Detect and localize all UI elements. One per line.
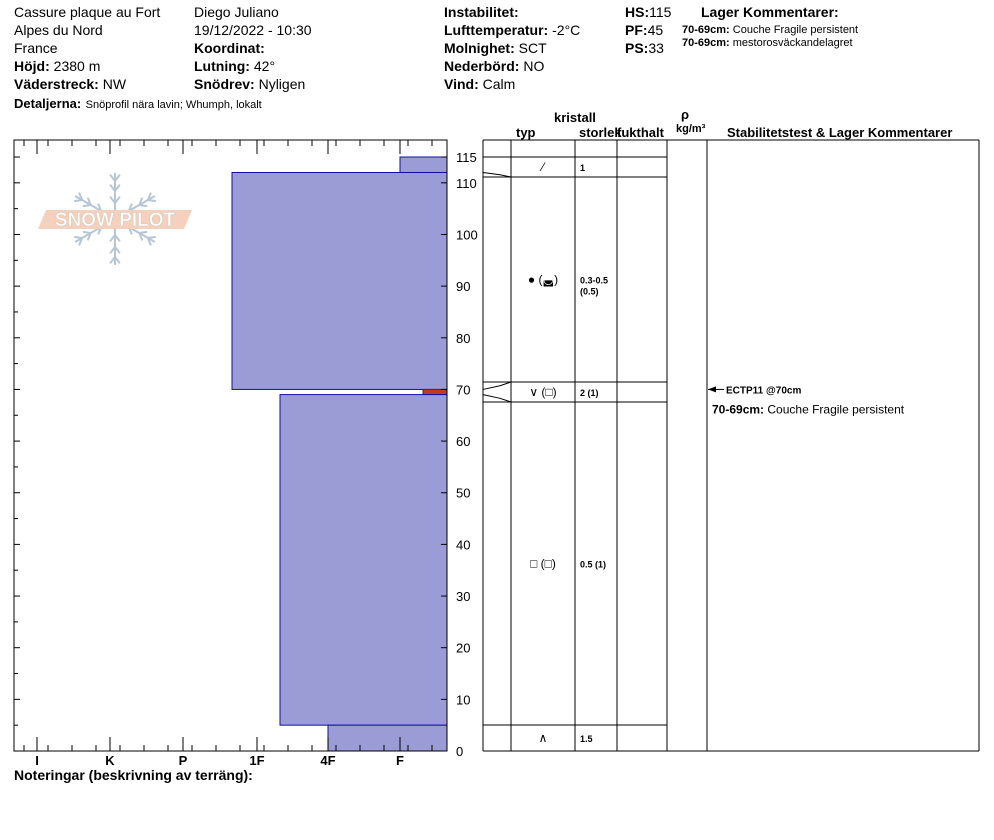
type-header: typ — [516, 125, 536, 140]
observer-name: Diego Juliano — [194, 4, 279, 20]
crystal-type: ● (◛) — [527, 272, 559, 287]
size-header: storlek — [579, 125, 622, 140]
aspect-label: Väderstreck: — [14, 76, 99, 92]
crystal-type: ∨ (□) — [529, 385, 557, 399]
details-value: Snöprofil nära lavin; Whumph, lokalt — [85, 99, 262, 111]
hardness-layer-bar — [232, 172, 447, 389]
snowdrift-value: Nyligen — [258, 76, 306, 92]
pf-label: PF: — [625, 22, 648, 38]
snowflake-branch — [83, 232, 91, 233]
stability-test-label: ECTP11 @70cm — [726, 385, 802, 397]
elevation-label: Höjd: — [14, 58, 50, 74]
slope-label: Lutning: — [194, 58, 250, 74]
crystal-type: ∧ — [538, 731, 548, 745]
coordinates-label: Koordinat: — [194, 40, 265, 56]
crystal-size: 1.5 — [580, 734, 593, 744]
crystal-type: ⁄ — [541, 160, 545, 174]
crystal-size: 0.5 (1) — [580, 559, 607, 570]
pf-value: 45 — [647, 22, 664, 38]
airtemp-label: Lufttemperatur: — [444, 22, 549, 38]
snowflake-branch — [139, 205, 147, 206]
notes-label: Noteringar (beskrivning av terräng): — [14, 767, 253, 783]
depth-tick-label: 0 — [456, 744, 464, 759]
observation-datetime: 19/12/2022 - 10:30 — [194, 22, 312, 38]
layer-comments-title: Lager Kommentarer: — [701, 4, 839, 20]
crystal-table — [483, 140, 979, 751]
snowflake-branch — [74, 237, 82, 238]
depth-tick-label: 70 — [456, 382, 471, 398]
ps-label: PS: — [625, 40, 649, 56]
snowflake-branch — [83, 205, 91, 206]
depth-tick-label: 20 — [456, 640, 471, 656]
mountain-range: Alpes du Nord — [14, 22, 103, 38]
snowdrift-label: Snödrev: — [194, 76, 255, 92]
hardness-layers — [232, 157, 447, 751]
crystal-type: □ (□) — [530, 556, 556, 571]
logo-text: SNOW PILOT — [54, 210, 176, 231]
hardness-layer-bar — [400, 157, 447, 172]
snowpilot-logo — [38, 173, 192, 265]
hs-value: 115 — [649, 4, 672, 20]
snowflake-branch — [148, 200, 156, 201]
depth-tick-label: 110 — [456, 175, 477, 191]
rho-header: ρ — [681, 107, 690, 122]
snowflake-branch — [74, 200, 82, 201]
wind-label: Vind: — [444, 76, 479, 92]
airtemp-value: -2°C — [552, 22, 581, 38]
details-label: Detaljerna: — [14, 96, 82, 111]
stability-comment — [712, 402, 905, 416]
wind-value: Calm — [482, 76, 516, 92]
depth-tick-label: 90 — [456, 279, 471, 295]
location-name: Cassure plaque au Fort — [14, 4, 161, 20]
layer-comment-text: Couche Fragile persistent — [732, 24, 859, 36]
depth-tick-label: 30 — [456, 589, 471, 605]
layer-connector — [483, 382, 511, 389]
hardness-tick-label: I — [35, 753, 39, 768]
layer-connector — [483, 172, 511, 177]
crystal-size: 0.3-0.5 — [580, 275, 609, 286]
depth-tick-label: 50 — [456, 485, 471, 501]
depth-tick-label: 100 — [456, 227, 478, 243]
layer-comment-range: 70-69cm: — [682, 24, 730, 36]
ps-value: 33 — [648, 40, 664, 56]
hardness-tick-label: K — [105, 753, 115, 768]
layer-connector — [483, 395, 511, 402]
crystal-size: (0.5) — [580, 286, 599, 297]
cloud-label: Molnighet: — [444, 40, 515, 56]
elevation-value: 2380 m — [53, 58, 101, 74]
snowflake-branch — [139, 232, 147, 233]
crystal-header: kristall — [554, 110, 596, 125]
slope-value: 42° — [253, 58, 276, 74]
depth-tick-label: 10 — [456, 692, 471, 708]
hardness-tick-label: 1F — [249, 753, 265, 768]
stability-comment-text: Couche Fragile persistent — [767, 402, 905, 417]
density-unit-header: kg/m³ — [676, 123, 706, 135]
layer-comment-range: 70-69cm: — [682, 37, 730, 49]
moisture-header: fukthalt — [617, 125, 664, 140]
cloud-value: SCT — [518, 40, 547, 56]
hardness-tick-label: 4F — [320, 753, 336, 768]
layer-comment-text: mestorosväckandelagret — [732, 37, 853, 49]
depth-tick-label: 40 — [456, 537, 471, 553]
arrow-head-icon — [708, 386, 716, 392]
stability-column — [708, 385, 905, 416]
depth-tick-label: 60 — [456, 434, 471, 450]
hs-label: HS: — [625, 4, 650, 20]
stability-header: Stabilitetstest & Lager Kommentarer — [727, 125, 953, 140]
hardness-tick-label: F — [396, 753, 404, 768]
depth-tick-label: 115 — [456, 150, 477, 165]
hardness-layer-bar — [280, 395, 447, 726]
instability-label: Instabilitet: — [444, 4, 519, 20]
country: France — [14, 40, 58, 56]
aspect-value: NW — [102, 76, 127, 92]
hardness-tick-label: P — [178, 753, 188, 768]
stability-comment-range: 70-69cm: — [712, 402, 768, 417]
weak-layer-bar — [423, 389, 447, 394]
crystal-size: 1 — [580, 163, 586, 173]
depth-tick-label: 80 — [456, 330, 471, 346]
precip-label: Nederbörd: — [444, 58, 520, 74]
precip-value: NO — [523, 58, 545, 74]
hardness-layer-bar — [328, 725, 447, 751]
crystal-size: 2 (1) — [580, 388, 599, 398]
snowflake-branch — [148, 237, 156, 238]
